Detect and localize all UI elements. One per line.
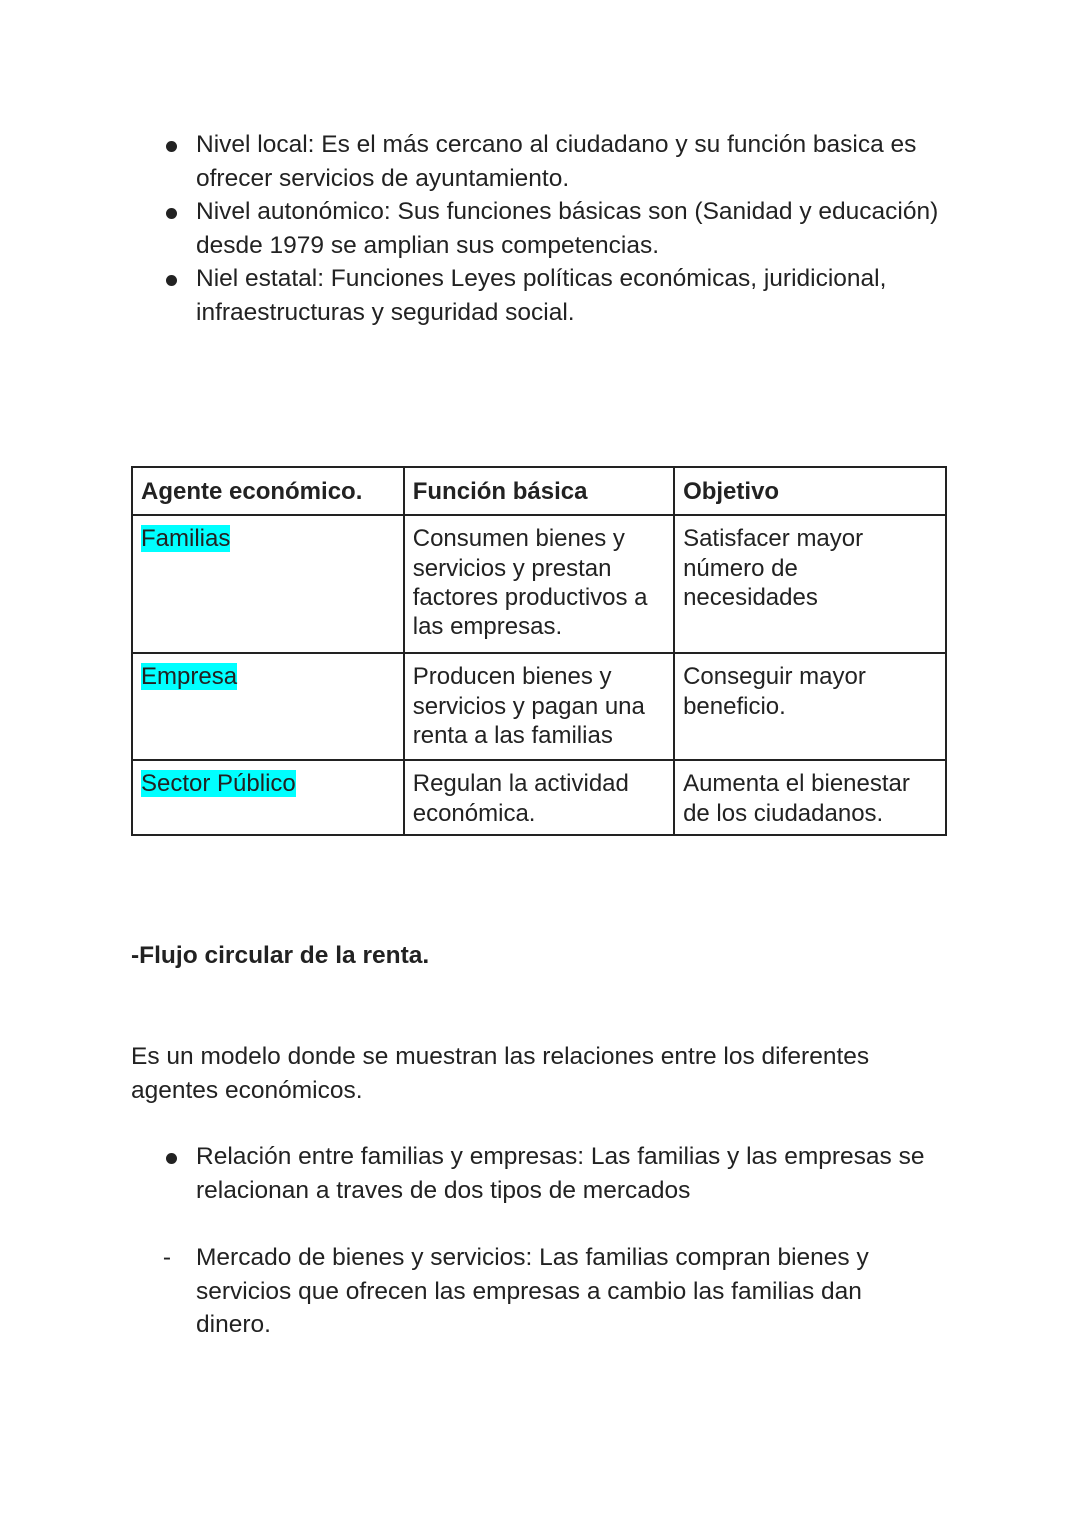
column-header: Objetivo <box>674 467 946 515</box>
relation-list <box>131 1140 961 1207</box>
list-item-text: Nivel autonómico: Sus funciones básicas son (Sanidad y educación) desde 1979 se amplian sus competencias. <box>196 198 939 259</box>
table-header-row <box>132 467 946 515</box>
agent-cell <box>132 760 404 835</box>
function-cell: Regulan la actividad económica. <box>404 760 674 835</box>
list-item-text: Niel estatal: Funciones Leyes políticas económicas, juridicional, infraestructuras y seguridad social. <box>196 265 887 326</box>
highlighted-agent: Sector Público <box>141 770 296 798</box>
list-item-text: Nivel local: Es el más cercano al ciudadano y su función basica es ofrecer servicios de ayuntamiento. <box>196 131 917 192</box>
list-item <box>131 262 961 329</box>
bullet-icon <box>161 195 181 229</box>
table-row <box>132 515 946 653</box>
list-item-text: Relación entre familias y empresas: Las familias y las empresas se relacionan a traves de dos tipos de mercados <box>196 1143 925 1204</box>
section-title: -Flujo circular de la renta. <box>131 942 430 969</box>
objective-cell: Aumenta el bienestar de los ciudadanos. <box>674 760 946 835</box>
table-row <box>132 760 946 835</box>
bullet-icon <box>161 128 181 162</box>
highlighted-agent: Empresa <box>141 663 238 691</box>
agent-cell <box>132 515 404 653</box>
market-list <box>131 1241 911 1342</box>
list-item <box>131 1140 961 1207</box>
list-item <box>131 1241 911 1342</box>
function-cell: Consumen bienes y servicios y prestan factores productivos a las empresas. <box>404 515 674 653</box>
function-cell: Producen bienes y servicios y pagan una renta a las familias <box>404 653 674 760</box>
bullet-icon <box>161 262 181 296</box>
objective-cell: Satisfacer mayor número de necesidades <box>674 515 946 653</box>
government-levels-list <box>131 128 961 330</box>
highlighted-agent: Familias <box>141 525 231 553</box>
intro-paragraph: Es un modelo donde se muestran las relaciones entre los diferentes agentes económicos. <box>131 1043 870 1104</box>
list-item-text: Mercado de bienes y servicios: Las familias compran bienes y servicios que ofrecen las empresas a cambio las familias dan dinero. <box>196 1244 869 1339</box>
list-item <box>131 128 961 195</box>
bullet-icon <box>161 1140 181 1174</box>
economic-agents-table <box>131 466 947 836</box>
list-item <box>131 195 961 262</box>
objective-cell: Conseguir mayor beneficio. <box>674 653 946 760</box>
table-row <box>132 653 946 760</box>
column-header: Agente económico. <box>132 467 404 515</box>
dash-marker: - <box>162 1244 172 1271</box>
agent-cell <box>132 653 404 760</box>
column-header: Función básica <box>404 467 674 515</box>
